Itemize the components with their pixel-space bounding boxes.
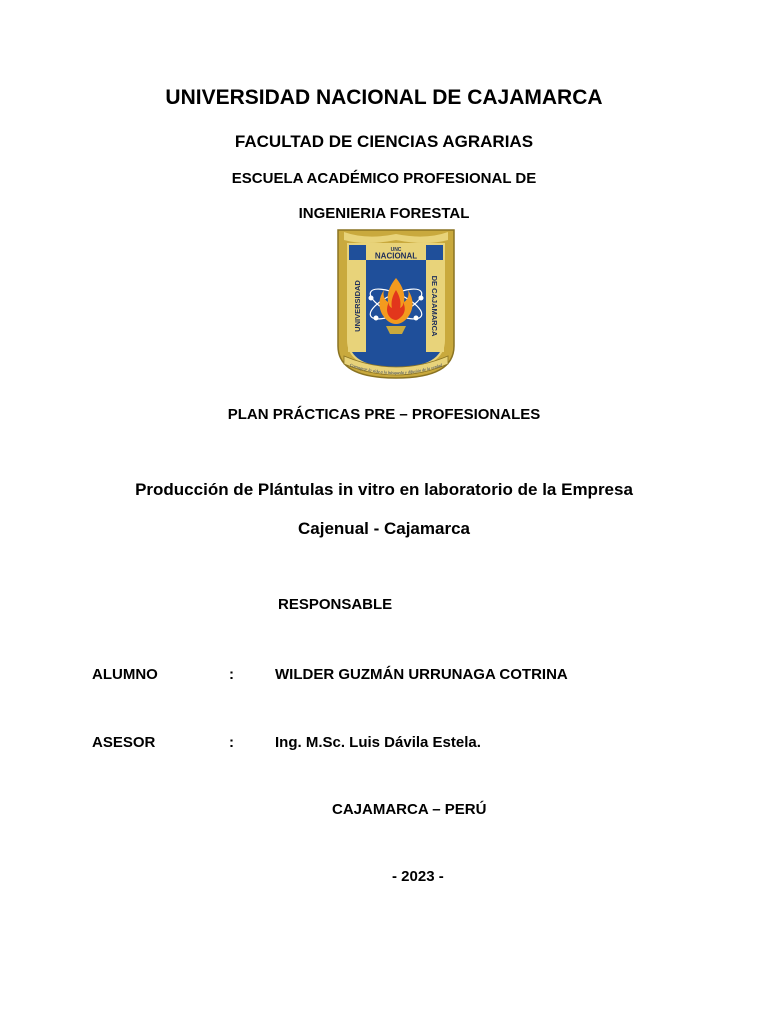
document-title-line-1: Producción de Plántulas in vitro en laboratorio de la Empresa: [135, 480, 633, 499]
seal-unc-text: UNC: [390, 247, 402, 253]
seal-motto-text: Consagrar la vida a la búsqueda y difusión de la verdad: [349, 362, 443, 376]
advisor-name: Ing. M.Sc. Luis Dávila Estela.: [275, 734, 481, 751]
program-name: INGENIERIA FORESTAL: [298, 205, 470, 222]
seal-right-text: DE CAJAMARCA: [430, 275, 439, 337]
year: - 2023 -: [392, 868, 444, 885]
document-type: PLAN PRÁCTICAS PRE – PROFESIONALES: [227, 406, 541, 423]
student-separator: :: [229, 666, 234, 683]
student-label: ALUMNO: [92, 666, 158, 683]
advisor-separator: :: [229, 734, 234, 751]
responsible-heading: RESPONSABLE: [278, 596, 393, 613]
advisor-label: ASESOR: [92, 734, 156, 751]
faculty-name: FACULTAD DE CIENCIAS AGRARIAS: [234, 132, 534, 151]
seal-top-text: NACIONAL: [374, 251, 418, 261]
university-seal-icon: [336, 228, 456, 380]
student-name: WILDER GUZMÁN URRUNAGA COTRINA: [275, 666, 568, 683]
school-name: ESCUELA ACADÉMICO PROFESIONAL DE: [231, 170, 537, 187]
place: CAJAMARCA – PERÚ: [332, 801, 487, 818]
university-name: UNIVERSIDAD NACIONAL DE CAJAMARCA: [165, 86, 603, 109]
document-title-line-2: Cajenual - Cajamarca: [298, 519, 470, 538]
seal-left-text: UNIVERSIDAD: [353, 280, 362, 332]
